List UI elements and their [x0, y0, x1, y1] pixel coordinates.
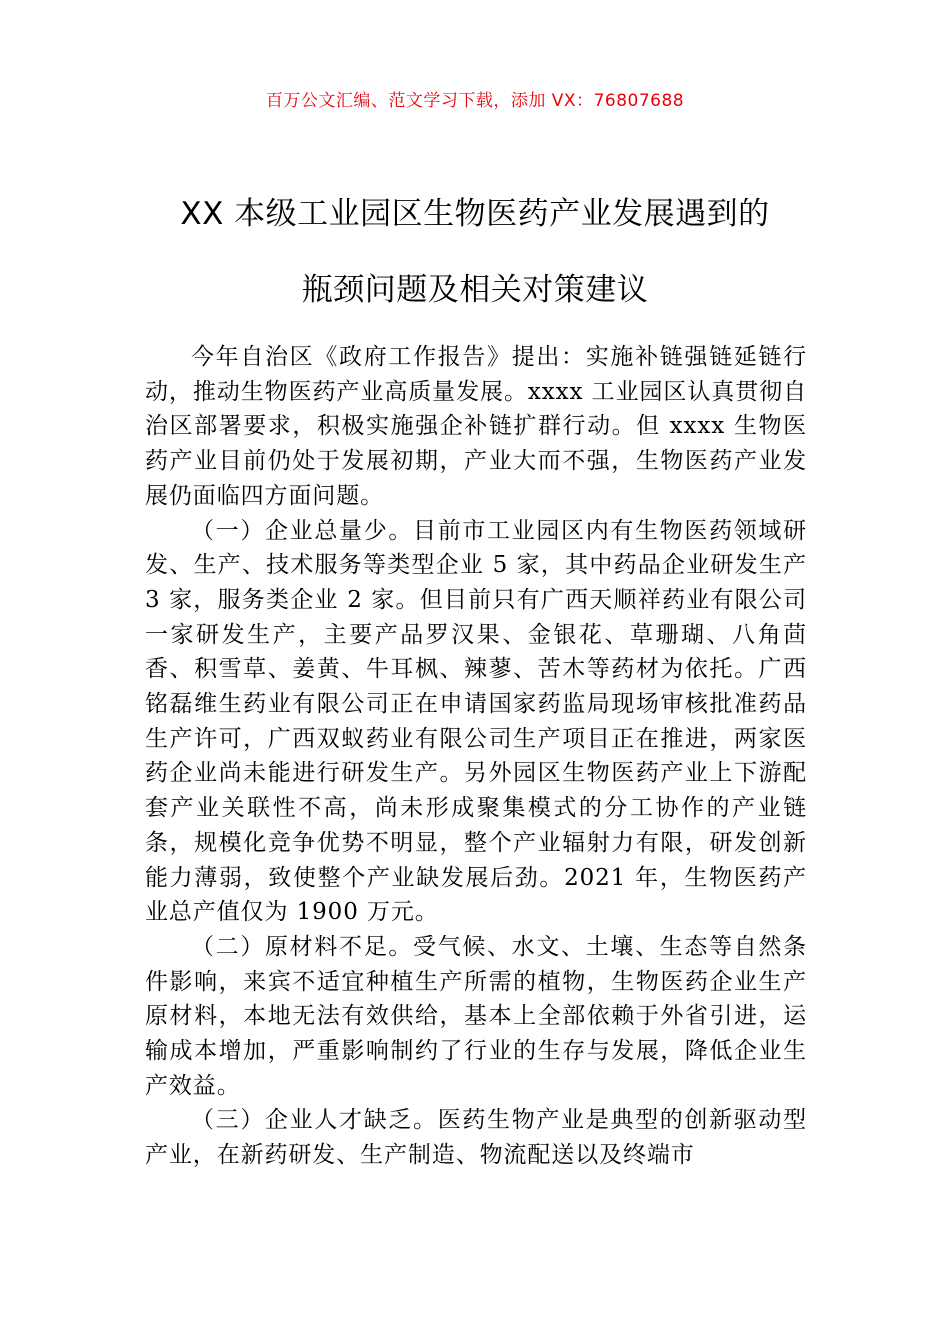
paragraph-section-3: （三）企业人才缺乏。医药生物产业是典型的创新驱动型产业，在新药研发、生产制造、物流配送以及终端市 — [145, 1107, 807, 1169]
paragraph-intro: 今年自治区《政府工作报告》提出：实施补链强链延链行动，推动生物医药产业高质量发展。xxxx 工业园区认真贯彻自治区部署要求，积极实施强企补链扩群行动。但 xxxx 生物医药产业目前仍处于发展初期，产业大而不强，生物医药产业发展仍面临四方面问题。 — [145, 344, 807, 509]
watermark-header: 百万公文汇编、范文学习下载，添加 VX：76807688 — [265, 91, 685, 111]
paragraph-section-1: （一）企业总量少。目前市工业园区内有生物医药领域研发、生产、技术服务等类型企业 5 家，其中药品企业研发生产 3 家，服务类企业 2 家。但目前只有广西天顺祥药业有限公司一家研发生产，主要产品罗汉果、金银花、草珊瑚、八角茴香、积雪草、姜黄、牛耳枫、辣蓼、苦木等药材为依托。广西铭磊维生药业有限公司正在申请国家药监局现场审核批准药品生产许可，广西双蚁药业有限公司生产项目正在推进，两家医药企业尚未能进行研发生产。另外园区生物医药产业上下游配套产业关联性不高，尚未形成聚集模式的分工协作的产业链条，规模化竞争优势不明显，整个产业辐射力有限，研发创新能力薄弱，致使整个产业缺发展后劲。2021 年，生物医药产业总产值仅为 1900 万元。 — [145, 517, 807, 926]
title-line-2: 瓶颈问题及相关对策建议 — [301, 272, 649, 308]
page-title — [120, 176, 830, 328]
document-body — [145, 340, 807, 1173]
paragraph-section-2: （二）原材料不足。受气候、水文、土壤、生态等自然条件影响，来宾不适宜种植生产所需的植物，生物医药企业生产原材料，本地无法有效供给，基本上全部依赖于外省引进，运输成本增加，严重影响制约了行业的生存与发展，降低企业生产效益。 — [145, 933, 807, 1099]
title-line-1: XX 本级工业园区生物医药产业发展遇到的 — [180, 196, 770, 232]
